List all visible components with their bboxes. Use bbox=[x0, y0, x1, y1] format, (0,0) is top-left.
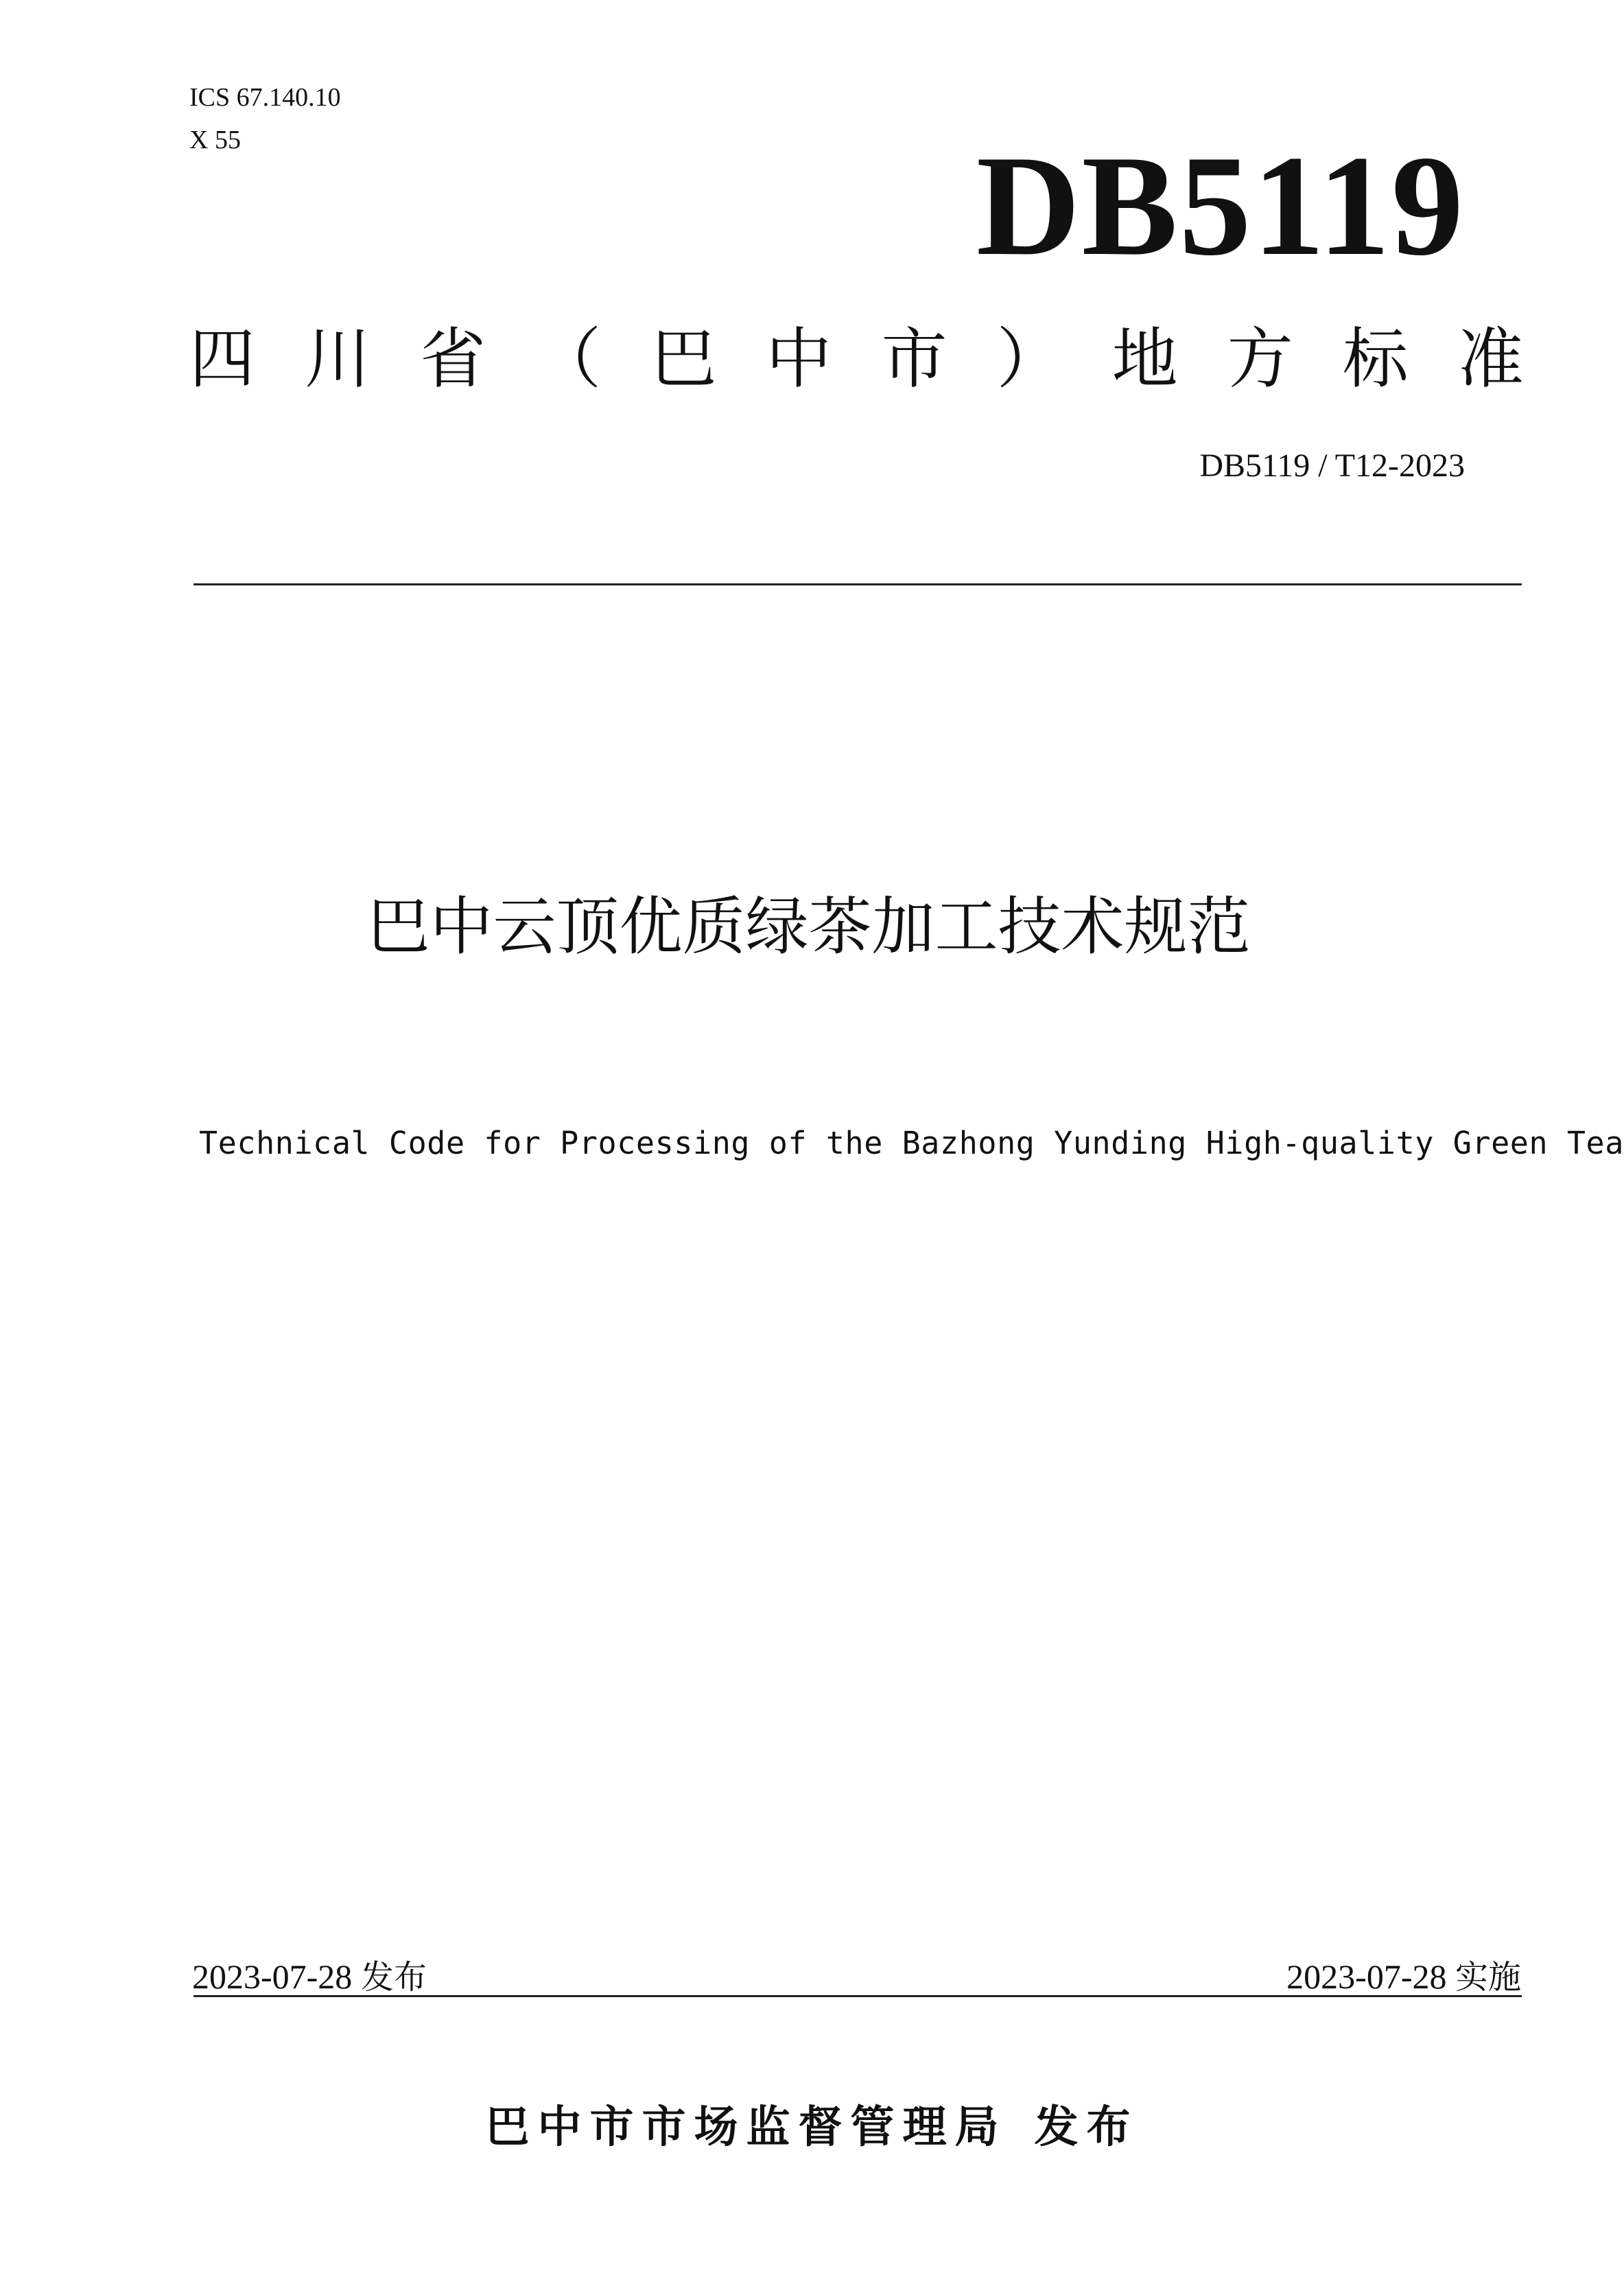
standard-type-char: （ bbox=[535, 321, 602, 397]
issue-date: 2023-07-28 bbox=[192, 1957, 353, 1996]
standard-type-char: 市 bbox=[881, 321, 948, 397]
standard-number: DB5119 / T12-2023 bbox=[1199, 447, 1465, 484]
issuer-action: 发布 bbox=[1034, 2102, 1139, 2153]
standard-type-char: 地 bbox=[1111, 321, 1178, 397]
header-divider bbox=[193, 583, 1522, 585]
standard-type-char: 标 bbox=[1342, 321, 1409, 397]
standard-type-char: 四 bbox=[189, 321, 255, 397]
standard-type-char: 省 bbox=[420, 321, 486, 397]
implementation-date: 2023-07-28 bbox=[1286, 1957, 1447, 1996]
standard-type-char: 巴 bbox=[650, 321, 717, 397]
implementation-date-line bbox=[1286, 1956, 1521, 1998]
standard-type-char: 川 bbox=[305, 321, 371, 397]
classification-code: X 55 bbox=[189, 126, 241, 154]
standard-type-char: 中 bbox=[766, 321, 832, 397]
standard-type-char: ） bbox=[996, 321, 1063, 397]
footer-divider bbox=[193, 1995, 1522, 1997]
title-english: Technical Code for Processing of the Bazhong Yunding High-quality Green Tea bbox=[199, 1125, 1624, 1161]
standard-type bbox=[189, 321, 1524, 397]
issue-date-line bbox=[192, 1956, 427, 1998]
publisher-line bbox=[0, 2100, 1624, 2155]
issuer-name: 巴中市市场监督管理局 bbox=[485, 2102, 1007, 2153]
implementation-label: 实施 bbox=[1455, 1958, 1521, 1996]
standard-logo: DB5119 bbox=[976, 126, 1465, 286]
standard-type-char: 方 bbox=[1227, 321, 1293, 397]
title-chinese: 巴中云顶优质绿茶加工技术规范 bbox=[366, 890, 1251, 964]
issue-label: 发布 bbox=[360, 1958, 427, 1996]
ics-code: ICS 67.140.10 bbox=[189, 83, 341, 112]
standard-type-char: 准 bbox=[1457, 321, 1524, 397]
